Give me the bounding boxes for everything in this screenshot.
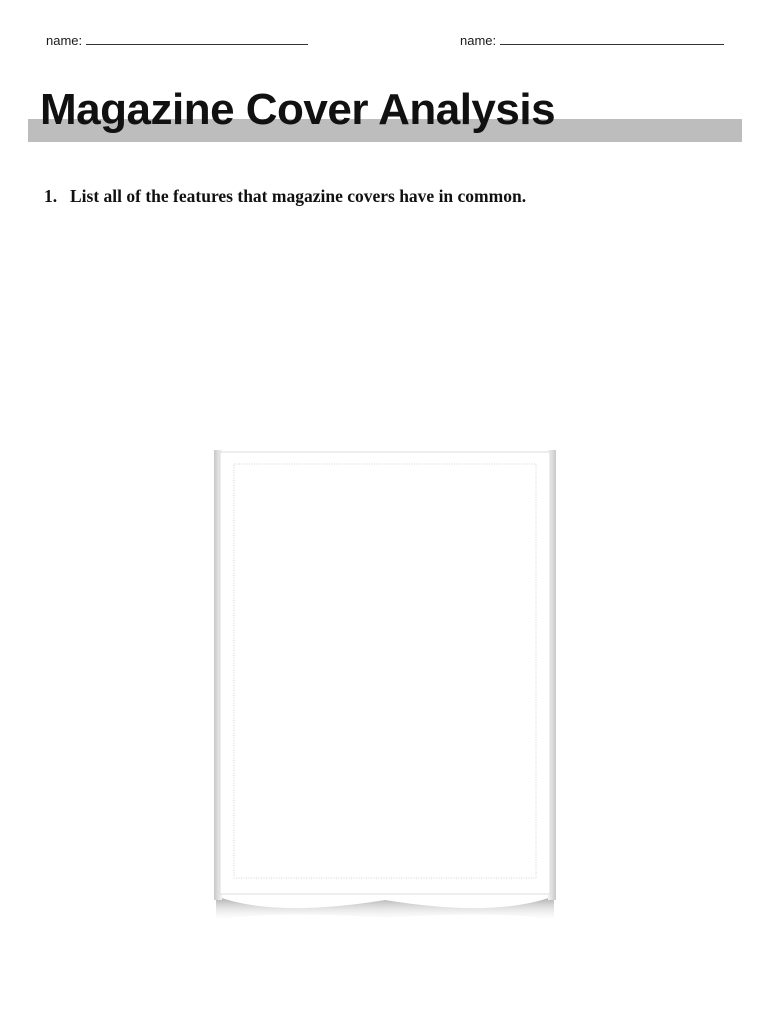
question-text: List all of the features that magazine covers have in common. [70,186,527,206]
name-field-right[interactable] [460,33,724,48]
name-blank-line[interactable] [500,34,724,45]
cover-shadow [216,896,554,920]
name-label: name: [460,33,497,48]
question-1 [44,186,526,207]
name-field-left[interactable] [46,33,308,48]
name-label: name: [46,33,83,48]
name-blank-line[interactable] [86,34,308,45]
blank-magazine-cover [214,448,556,924]
magazine-cover-illustration [214,448,556,924]
question-number: 1. [44,186,58,206]
cover-sheet [220,452,550,894]
page-title: Magazine Cover Analysis [40,85,556,134]
